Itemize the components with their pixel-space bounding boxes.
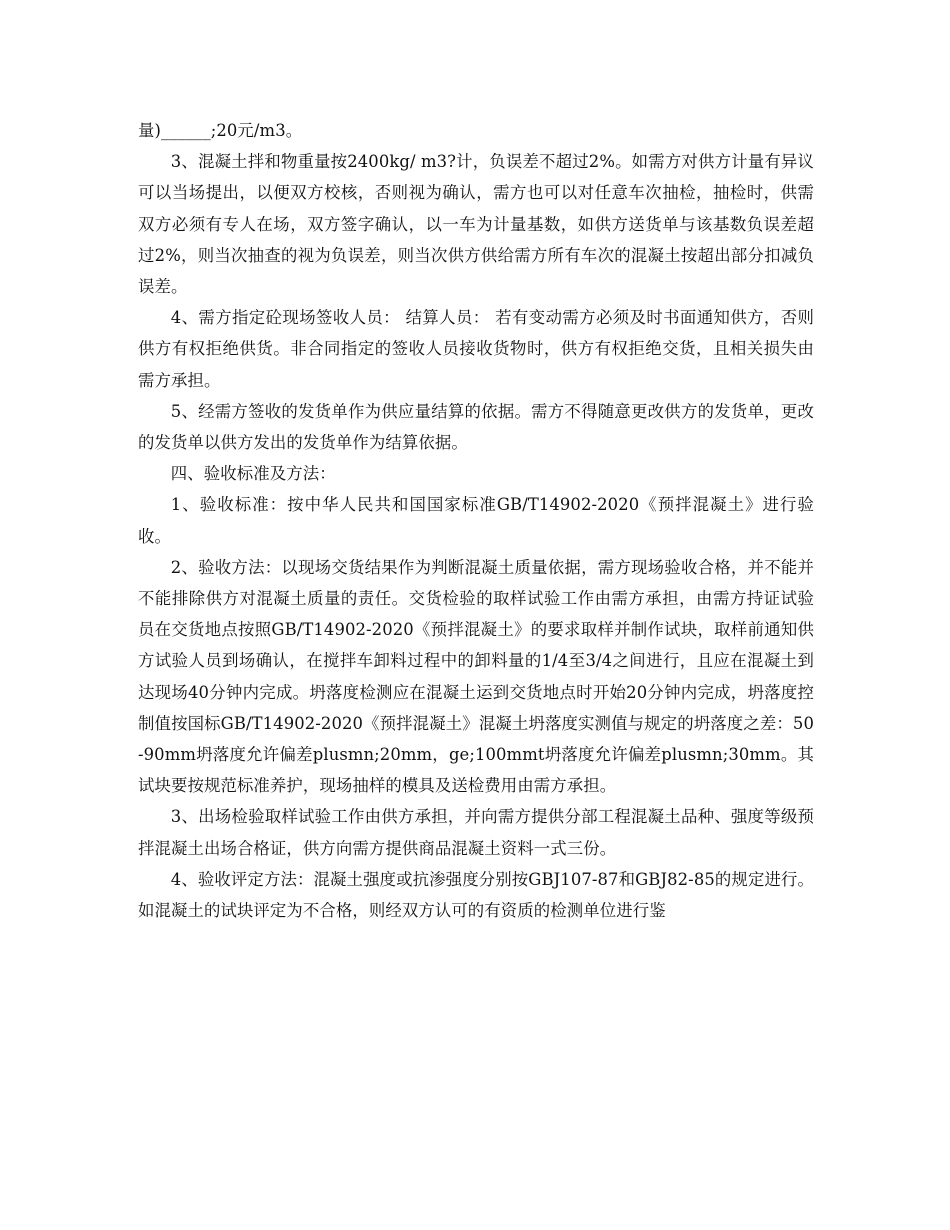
section-heading-acceptance: 四、验收标准及方法： xyxy=(170,464,336,484)
paragraph-acceptance-standard: 1、验收标准：按中华人民共和国国家标准GB/T14902-2020《预拌混凝土》进行验收。 xyxy=(138,495,814,546)
paragraph-evaluation-method: 4、验收评定方法：混凝土强度或抗渗强度分别按GBJ107-87和GBJ82-85的规定进行。如混凝土的试块评定为不合格，则经双方认可的有资质的检测单位进行鉴 xyxy=(138,869,814,921)
paragraph-acceptance-method: 2、验收方法：以现场交货结果作为判断混凝土质量依据，需方现场验收合格，并不能并不能排除供方对混凝土质量的责任。交货检验的取样试验工作由需方承担，由需方持证试验员在交货地点按照GB/T14902-2020《预拌混凝土》的要求取样并制作试块，取样前通知供方试验人员到场确认，在搅拌车卸料过程中的卸料量的1/4至3/4之间进行，且应在混凝土到达现场40分钟内完成。坍落度检测应在混凝土运到交货地点时开始20分钟内完成，坍落度控制值按国标GB/T14902-2020《预拌混凝土》混凝土坍落度实测值与规定的坍落度之差：50-90mm坍落度允许偏差plusmn;20mm，ge;100mmt坍落度允许偏差plusmn;30mm。其试块要按规范标准养护，现场抽样的模具及送检费用由需方承担。 xyxy=(138,557,814,796)
paragraph-continued: 量)______;20元/m3。 xyxy=(138,121,303,140)
paragraph-4-signing-personnel: 4、需方指定砼现场签收人员： 结算人员： 若有变动需方必须及时书面通知供方，否则供方有权拒绝供货。非合同指定的签收人员接收货物时，供方有权拒绝交货，且相关损失由需方承担。 xyxy=(138,308,814,390)
paragraph-5-delivery-note: 5、经需方签收的发货单作为供应量结算的依据。需方不得随意更改供方的发货单，更改的发货单以供方发出的发货单作为结算依据。 xyxy=(138,401,814,453)
document-body xyxy=(138,115,814,926)
paragraph-factory-inspection: 3、出场检验取样试验工作由供方承担，并向需方提供分部工程混凝土品种、强度等级预拌混凝土出场合格证，供方向需方提供商品混凝土资料一式三份。 xyxy=(138,807,814,858)
paragraph-3-concrete-weight: 3、混凝土拌和物重量按2400kg/ m3?计，负误差不超过2%。如需方对供方计量有异议可以当场提出，以便双方校核，否则视为确认，需方也可以对任意车次抽检，抽检时，供需双方必须有专人在场，双方签字确认，以一车为计量基数，如供方送货单与该基数负误差超过2%，则当次抽查的视为负误差，则当次供方供给需方所有车次的混凝土按超出部分扣减负误差。 xyxy=(138,152,814,297)
